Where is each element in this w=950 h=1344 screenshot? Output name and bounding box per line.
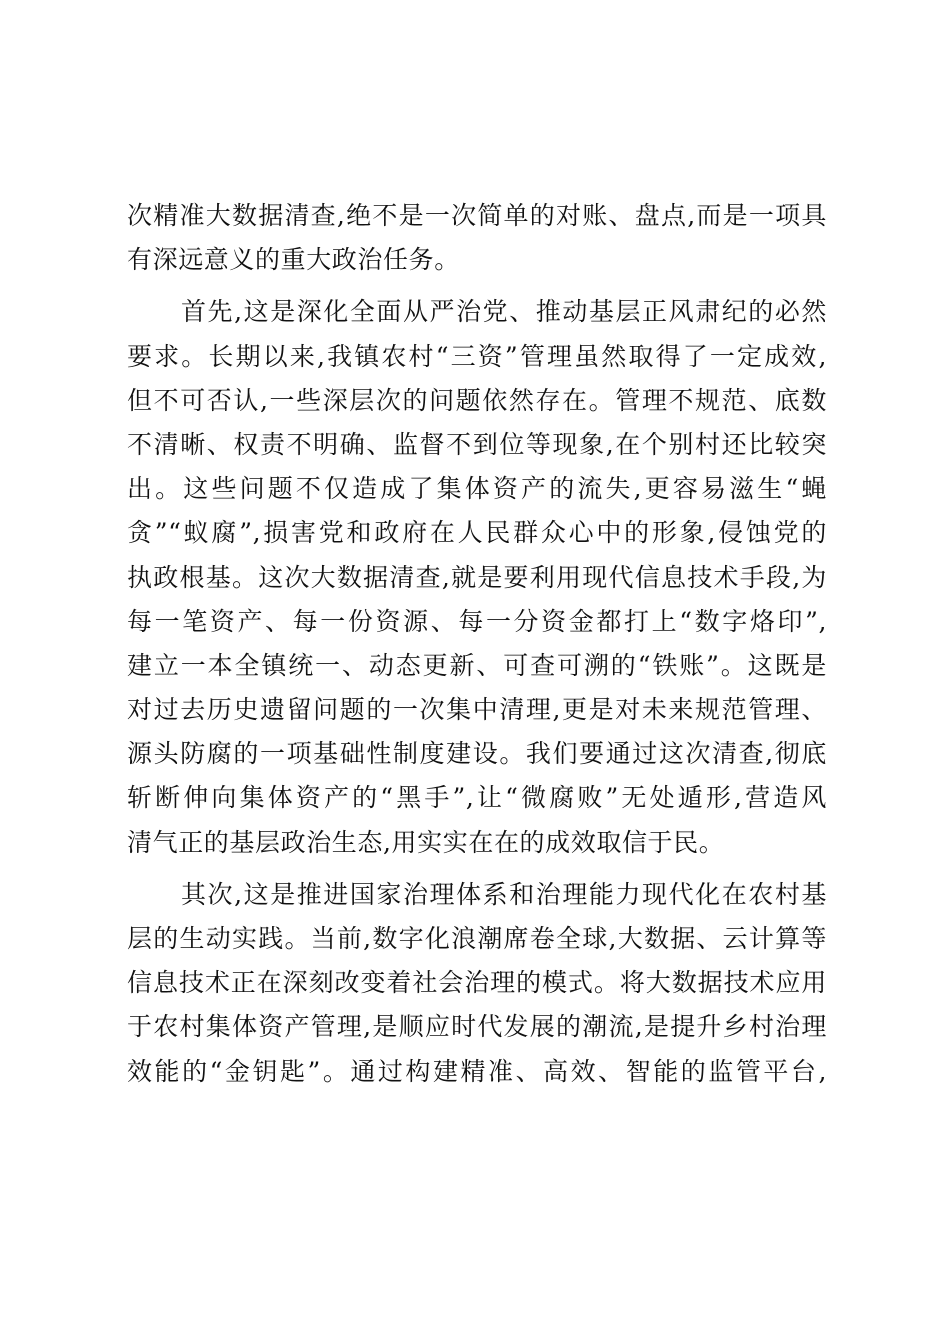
- text-line: 执政根基。这次大数据清查,就是要利用现代信息技术手段,为: [127, 562, 827, 592]
- paragraph-1: [127, 194, 827, 282]
- paragraph-2: [127, 290, 827, 864]
- text-line: 其次,这是推进国家治理体系和治理能力现代化在农村基: [181, 879, 827, 909]
- text-line: 对过去历史遗留问题的一次集中清理,更是对未来规范管理、: [127, 695, 827, 725]
- document-body: [127, 194, 827, 1094]
- text-line: 建立一本全镇统一、动态更新、可查可溯的“铁账”。这既是: [127, 650, 827, 680]
- text-line: 每一笔资产、每一份资源、每一分资金都打上“数字烙印”,: [127, 606, 827, 636]
- text-line: 有深远意义的重大政治任务。: [127, 245, 460, 275]
- text-line: 信息技术正在深刻改变着社会治理的模式。将大数据技术应用: [127, 968, 827, 998]
- paragraph-3: [127, 873, 827, 1094]
- text-line: 出。这些问题不仅造成了集体资产的流失,更容易滋生“蝇: [127, 474, 827, 504]
- text-line: 贪”“蚁腐”,损害党和政府在人民群众心中的形象,侵蚀党的: [127, 518, 827, 548]
- text-line: 层的生动实践。当前,数字化浪潮席卷全球,大数据、云计算等: [127, 924, 827, 953]
- text-line: 源头防腐的一项基础性制度建设。我们要通过这次清查,彻底: [127, 739, 827, 769]
- text-line: 斩断伸向集体资产的“黑手”,让“微腐败”无处遁形,营造风: [127, 783, 827, 813]
- text-line: 清气正的基层政治生态,用实实在在的成效取信于民。: [127, 827, 725, 857]
- text-line: 但不可否认,一些深层次的问题依然存在。管理不规范、底数: [127, 385, 827, 415]
- text-line: 首先,这是深化全面从严治党、推动基层正风肃纪的必然: [181, 297, 827, 327]
- text-line: 要求。长期以来,我镇农村“三资”管理虽然取得了一定成效,: [127, 341, 827, 371]
- text-line: 于农村集体资产管理,是顺应时代发展的潮流,是提升乡村治理: [127, 1012, 827, 1042]
- text-line: 次精准大数据清查,绝不是一次简单的对账、盘点,而是一项具: [127, 201, 827, 230]
- text-line: 不清晰、权责不明确、监督不到位等现象,在个别村还比较突: [127, 429, 827, 459]
- text-line: 效能的“金钥匙”。通过构建精准、高效、智能的监管平台,: [127, 1056, 827, 1086]
